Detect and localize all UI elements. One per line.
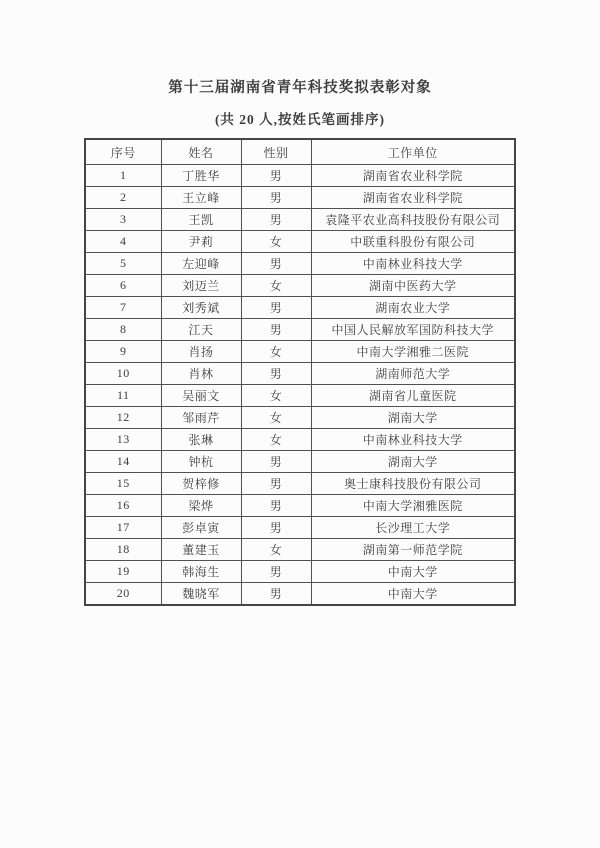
name-cell: 邹雨芹: [161, 407, 241, 429]
work-unit-cell: 中南林业科技大学: [311, 253, 515, 275]
serial-number-cell: 12: [85, 407, 161, 429]
work-unit-cell: 湖南大学: [311, 451, 515, 473]
serial-number-cell: 14: [85, 451, 161, 473]
name-cell: 左迎峰: [161, 253, 241, 275]
honorees-table: [84, 138, 516, 606]
table-row: [85, 451, 515, 473]
serial-number-cell: 16: [85, 495, 161, 517]
name-cell: 刘迈兰: [161, 275, 241, 297]
work-unit-cell: 中南大学湘雅医院: [311, 495, 515, 517]
gender-cell: 女: [241, 429, 311, 451]
serial-number-cell: 3: [85, 209, 161, 231]
name-cell: 肖林: [161, 363, 241, 385]
serial-number-cell: 15: [85, 473, 161, 495]
gender-cell: 女: [241, 275, 311, 297]
gender-cell: 男: [241, 319, 311, 341]
name-cell: 丁胜华: [161, 165, 241, 187]
work-unit-cell: 湖南农业大学: [311, 297, 515, 319]
table-row: [85, 275, 515, 297]
gender-cell: 男: [241, 297, 311, 319]
serial-number-cell: 17: [85, 517, 161, 539]
gender-cell: 女: [241, 407, 311, 429]
table-row: [85, 473, 515, 495]
serial-number-cell: 19: [85, 561, 161, 583]
name-cell: 肖扬: [161, 341, 241, 363]
serial-number-cell: 2: [85, 187, 161, 209]
serial-number-cell: 18: [85, 539, 161, 561]
table-body: [85, 165, 515, 606]
name-cell: 梁烨: [161, 495, 241, 517]
work-unit-cell: 中南大学: [311, 561, 515, 583]
table-row: [85, 407, 515, 429]
name-cell: 董建玉: [161, 539, 241, 561]
serial-number-cell: 6: [85, 275, 161, 297]
gender-cell: 男: [241, 495, 311, 517]
table-row: [85, 495, 515, 517]
header-serial-number: 序号: [85, 139, 161, 165]
work-unit-cell: 中联重科股份有限公司: [311, 231, 515, 253]
gender-cell: 男: [241, 165, 311, 187]
gender-cell: 女: [241, 539, 311, 561]
header-gender: 性别: [241, 139, 311, 165]
serial-number-cell: 10: [85, 363, 161, 385]
gender-cell: 男: [241, 187, 311, 209]
work-unit-cell: 湖南省儿童医院: [311, 385, 515, 407]
gender-cell: 男: [241, 209, 311, 231]
gender-cell: 男: [241, 517, 311, 539]
work-unit-cell: 中南大学: [311, 583, 515, 606]
gender-cell: 男: [241, 561, 311, 583]
table-row: [85, 297, 515, 319]
name-cell: 吴丽文: [161, 385, 241, 407]
name-cell: 王凯: [161, 209, 241, 231]
work-unit-cell: 湖南省农业科学院: [311, 187, 515, 209]
table-row: [85, 341, 515, 363]
header-name: 姓名: [161, 139, 241, 165]
header-work-unit: 工作单位: [311, 139, 515, 165]
name-cell: 贺梓修: [161, 473, 241, 495]
name-cell: 尹莉: [161, 231, 241, 253]
gender-cell: 男: [241, 583, 311, 606]
name-cell: 刘秀斌: [161, 297, 241, 319]
table-row: [85, 209, 515, 231]
work-unit-cell: 湖南第一师范学院: [311, 539, 515, 561]
table-row: [85, 539, 515, 561]
name-cell: 韩海生: [161, 561, 241, 583]
serial-number-cell: 20: [85, 583, 161, 606]
serial-number-cell: 8: [85, 319, 161, 341]
serial-number-cell: 9: [85, 341, 161, 363]
gender-cell: 男: [241, 363, 311, 385]
name-cell: 张琳: [161, 429, 241, 451]
work-unit-cell: 中南林业科技大学: [311, 429, 515, 451]
work-unit-cell: 中南大学湘雅二医院: [311, 341, 515, 363]
work-unit-cell: 湖南中医药大学: [311, 275, 515, 297]
table-row: [85, 429, 515, 451]
table-row: [85, 253, 515, 275]
name-cell: 魏晓军: [161, 583, 241, 606]
name-cell: 王立峰: [161, 187, 241, 209]
serial-number-cell: 1: [85, 165, 161, 187]
gender-cell: 男: [241, 253, 311, 275]
gender-cell: 女: [241, 341, 311, 363]
work-unit-cell: 湖南省农业科学院: [311, 165, 515, 187]
work-unit-cell: 湖南大学: [311, 407, 515, 429]
table-row: [85, 561, 515, 583]
work-unit-cell: 中国人民解放军国防科技大学: [311, 319, 515, 341]
gender-cell: 女: [241, 385, 311, 407]
table-row: [85, 187, 515, 209]
document-title: 第十三届湖南省青年科技奖拟表彰对象: [168, 80, 432, 96]
table-row: [85, 231, 515, 253]
serial-number-cell: 4: [85, 231, 161, 253]
serial-number-cell: 11: [85, 385, 161, 407]
table-row: [85, 385, 515, 407]
work-unit-cell: 湖南师范大学: [311, 363, 515, 385]
work-unit-cell: 袁隆平农业高科技股份有限公司: [311, 209, 515, 231]
gender-cell: 男: [241, 451, 311, 473]
work-unit-cell: 长沙理工大学: [311, 517, 515, 539]
gender-cell: 男: [241, 473, 311, 495]
name-cell: 钟杭: [161, 451, 241, 473]
document-subtitle: (共 20 人,按姓氏笔画排序): [214, 112, 386, 127]
gender-cell: 女: [241, 231, 311, 253]
work-unit-cell: 奥士康科技股份有限公司: [311, 473, 515, 495]
name-cell: 江天: [161, 319, 241, 341]
serial-number-cell: 7: [85, 297, 161, 319]
serial-number-cell: 5: [85, 253, 161, 275]
table-header-row: [85, 139, 515, 165]
table-row: [85, 319, 515, 341]
table-row: [85, 363, 515, 385]
serial-number-cell: 13: [85, 429, 161, 451]
table-row: [85, 517, 515, 539]
table-row: [85, 165, 515, 187]
name-cell: 彭卓寅: [161, 517, 241, 539]
table-row: [85, 583, 515, 606]
